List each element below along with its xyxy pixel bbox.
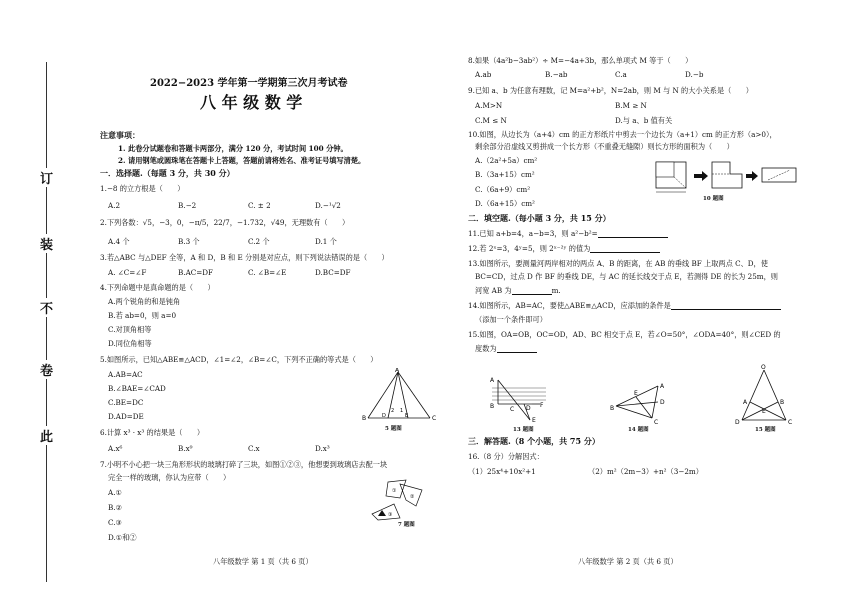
svg-text:O: O — [761, 364, 766, 371]
q2-option-a: A.4 个 — [108, 237, 130, 246]
q3-option-c: C. ∠B=∠E — [248, 268, 287, 277]
q8-option-b: B.−ab — [545, 70, 568, 79]
q6-option-c: C.x — [248, 444, 260, 453]
q7-option-a: A.① — [108, 488, 122, 497]
figure-10-caption: 10 题图 — [703, 196, 724, 202]
q3-option-a: A. ∠C=∠F — [108, 268, 147, 277]
question-3: 3.若△ABC 与△DEF 全等，A 和 D，B 和 E 分别是对应点，则下列说法错误的是（ ） — [100, 253, 389, 262]
question-7: 7.小明不小心把一块三角形形状的玻璃打碎了三块，如图①②③，他想要到玻璃店去配一块 — [100, 460, 388, 469]
q1-option-b: B.−2 — [178, 201, 197, 210]
exam-title: 2022−2023 学年第一学期第三次月考试卷 — [150, 78, 348, 89]
question-14-cont: （添加一个条件即可） — [475, 315, 547, 324]
left-page-footer: 八年级数学 第 1 页（共 6 页） — [213, 557, 313, 566]
question-8: 8.如果（4a²b−3ab²）÷ M=−4a+3b，那么单项式 M 等于（ ） — [468, 56, 693, 65]
q9-option-b: B.M ≥ N — [615, 101, 647, 110]
answer-blank-11[interactable] — [598, 229, 668, 238]
svg-text:C: C — [788, 419, 793, 426]
question-5: 5.如图所示，已知△ABE≌△ACD，∠1=∠2，∠B=∠C，下列不正确的等式是（ ） — [100, 355, 378, 364]
svg-text:E: E — [762, 408, 766, 415]
svg-text:1: 1 — [400, 408, 404, 414]
binding-line — [46, 62, 47, 582]
q8-option-d: D.−b — [685, 70, 704, 79]
q6-option-b: B.x⁹ — [178, 444, 193, 453]
answer-blank-12[interactable] — [590, 244, 660, 253]
svg-text:A: A — [660, 383, 665, 390]
svg-text:E: E — [532, 417, 536, 424]
binding-char: 卷 — [40, 360, 53, 379]
q5-option-d: D.AD=DE — [108, 412, 144, 421]
question-6: 6.计算 x³ · x³ 的结果是（ ） — [100, 428, 205, 437]
figure-10-diagram — [650, 158, 800, 198]
q4-option-b: B.若 ab=0，则 a=0 — [108, 311, 177, 320]
q9-option-d: D.与 a、b 值有关 — [615, 116, 673, 125]
section-3-heading: 三．解答题.（8 个小题，共 75 分） — [468, 436, 600, 446]
q5-option-c: C.BE=DC — [108, 398, 144, 407]
q2-option-c: C.2 个 — [248, 237, 270, 246]
svg-text:E: E — [634, 390, 638, 397]
svg-text:D: D — [526, 405, 531, 412]
svg-text:C: C — [432, 415, 437, 422]
svg-text:F: F — [540, 402, 544, 409]
question-11 — [468, 229, 668, 238]
question-12 — [468, 244, 660, 253]
q7-option-d: D.①和② — [108, 533, 137, 542]
svg-text:2: 2 — [391, 408, 395, 414]
notice-1: 1. 此卷分试题卷和答题卡两部分，满分 120 分，考试时间 100 分钟。 — [118, 144, 348, 153]
svg-text:②: ② — [410, 494, 415, 500]
svg-text:D: D — [382, 413, 386, 419]
q1-option-d: D.−¹√2 — [315, 201, 341, 210]
question-15-cont — [475, 344, 537, 353]
figure-14-caption: 14 题图 — [628, 427, 649, 433]
q6-option-a: A.x⁶ — [108, 444, 123, 453]
question-13-unit: m. — [551, 286, 561, 295]
figure-13-caption: 13 题图 — [513, 427, 534, 433]
figure-15-diagram — [732, 362, 796, 428]
svg-text:B: B — [610, 405, 615, 412]
q3-option-b: B.AC=DF — [178, 268, 214, 277]
binding-char: 不 — [40, 298, 53, 317]
figure-15-caption: 15 题图 — [755, 427, 776, 433]
figure-7-caption: 7 题图 — [398, 522, 415, 528]
figure-5-caption: 5 题图 — [385, 426, 402, 432]
svg-text:C: C — [654, 419, 659, 424]
q5-option-a: A.AB=AC — [108, 370, 143, 379]
svg-text:E: E — [405, 413, 409, 419]
question-14 — [468, 301, 781, 310]
svg-text:A: A — [395, 368, 400, 374]
svg-text:③: ③ — [388, 512, 393, 518]
svg-text:B: B — [490, 403, 495, 410]
svg-text:A: A — [743, 399, 748, 406]
svg-text:①: ① — [392, 488, 397, 494]
question-9: 9.已知 a、b 为任意有理数，记 M=a²+b²，N=2ab，则 M 与 N 的大小关系是（ ） — [468, 86, 753, 95]
q16-part-1: （1）25x⁴+10x²+1 — [468, 467, 536, 476]
q5-option-b: B.∠BAE=∠CAD — [108, 384, 166, 393]
svg-text:C: C — [510, 406, 515, 413]
q1-option-c: C. ± 2 — [248, 201, 271, 210]
question-2: 2.下列各数：√5，−3，0，−π/5，22/7，−1.732，√49，无理数有（ ） — [100, 218, 350, 227]
q6-option-d: D.x³ — [315, 444, 330, 453]
right-page-footer: 八年级数学 第 2 页（共 6 页） — [578, 557, 678, 566]
q4-option-a: A.两个锐角的和是钝角 — [108, 297, 181, 306]
q10-option-b: B.（3a+15）cm² — [475, 170, 535, 179]
q7-option-b: B.② — [108, 503, 123, 512]
question-16: 16.（8 分）分解因式： — [468, 452, 544, 461]
notice-2: 2. 请用钢笔或圆珠笔在答题卡上答题，答题前请将姓名、准考证号填写清楚。 — [118, 156, 366, 165]
q7-option-c: C.③ — [108, 518, 122, 527]
binding-char: 此 — [40, 426, 53, 445]
subject-title: 八 年 级 数 学 — [200, 93, 303, 112]
q10-option-d: D.（6a+15）cm² — [475, 199, 535, 208]
q4-option-d: D.同位角相等 — [108, 339, 152, 348]
question-4: 4.下列命题中是真命题的是（ ） — [100, 283, 215, 292]
q10-option-a: A.（2a²+5a）cm² — [475, 156, 538, 165]
answer-blank-13[interactable] — [512, 286, 552, 295]
question-13: 13.如图所示，要测量河两岸相对的两点 A、B 的距离，在 AB 的垂线 BF 上取两点 C、D，使 — [468, 259, 768, 268]
question-12-text: 12.若 2ˣ=3，4ʸ=5，则 2ˣ⁻²ʸ 的值为 — [468, 244, 591, 253]
notice-heading: 注意事项： — [100, 130, 140, 140]
q9-option-c: C.M ≤ N — [475, 116, 507, 125]
binding-char: 订 — [40, 168, 53, 187]
question-15-text: 度数为 — [475, 344, 497, 353]
section-2-heading: 二．填空题.（每小题 3 分，共 15 分） — [468, 213, 611, 223]
question-13-cont2 — [475, 286, 561, 295]
svg-text:B: B — [780, 399, 785, 406]
svg-text:A: A — [490, 377, 495, 384]
q2-option-d: D.1 个 — [315, 237, 337, 246]
answer-blank-14[interactable] — [671, 301, 781, 310]
answer-blank-15[interactable] — [497, 344, 537, 353]
q1-option-a: A.2 — [108, 201, 121, 210]
figure-14-diagram — [608, 380, 670, 424]
question-10-cont: 剩余部分沿虚线又剪拼成一个长方形（不重叠无缝隙）则长方形的面积为（ ） — [475, 142, 734, 151]
question-13-text: 河宽 AB 为 — [475, 286, 512, 295]
question-1: 1.−8 的立方根是（ ） — [100, 184, 185, 193]
figure-13-diagram — [488, 374, 558, 426]
question-15: 15.如图，OA=OB，OC=OD，AD、BC 相交于点 E，若∠O=50°，∠ODA=40°，则∠CED 的 — [468, 330, 781, 339]
svg-text:B: B — [362, 415, 367, 422]
q8-option-a: A.ab — [475, 70, 492, 79]
binding-char: 装 — [40, 234, 53, 253]
q4-option-c: C.对顶角相等 — [108, 325, 152, 334]
q16-part-2: （2）m²（2m−3）+n²（3−2m） — [588, 467, 703, 476]
q9-option-a: A.M>N — [475, 101, 503, 110]
q2-option-b: B.3 个 — [178, 237, 200, 246]
figure-7-diagram — [368, 476, 430, 524]
question-7-cont: 完全一样的玻璃，你认为应带（ ） — [108, 473, 231, 482]
question-13-cont: BC=CD，过点 D 作 BF 的垂线 DE，与 AC 的延长线交于点 E，若测得 DE 的长为 25m，则 — [475, 272, 778, 281]
q3-option-d: D.BC=DF — [315, 268, 351, 277]
section-1-heading: 一．选择题.（每题 3 分，共 30 分） — [100, 168, 235, 178]
question-14-text: 14.如图所示，AB=AC，要使△ABE≌△ACD，应添加的条件是 — [468, 301, 671, 310]
q8-option-c: C.a — [615, 70, 627, 79]
question-10: 10.如图，从边长为（a+4）cm 的正方形纸片中剪去一个边长为（a+1）cm 的正方形（a>0）， — [468, 130, 777, 139]
svg-text:D: D — [660, 399, 665, 406]
question-11-text: 11.已知 a+b=4，a−b=3，则 a²−b²= — [468, 229, 598, 238]
svg-text:D: D — [735, 419, 740, 426]
q10-option-c: C.（6a+9）cm² — [475, 185, 531, 194]
